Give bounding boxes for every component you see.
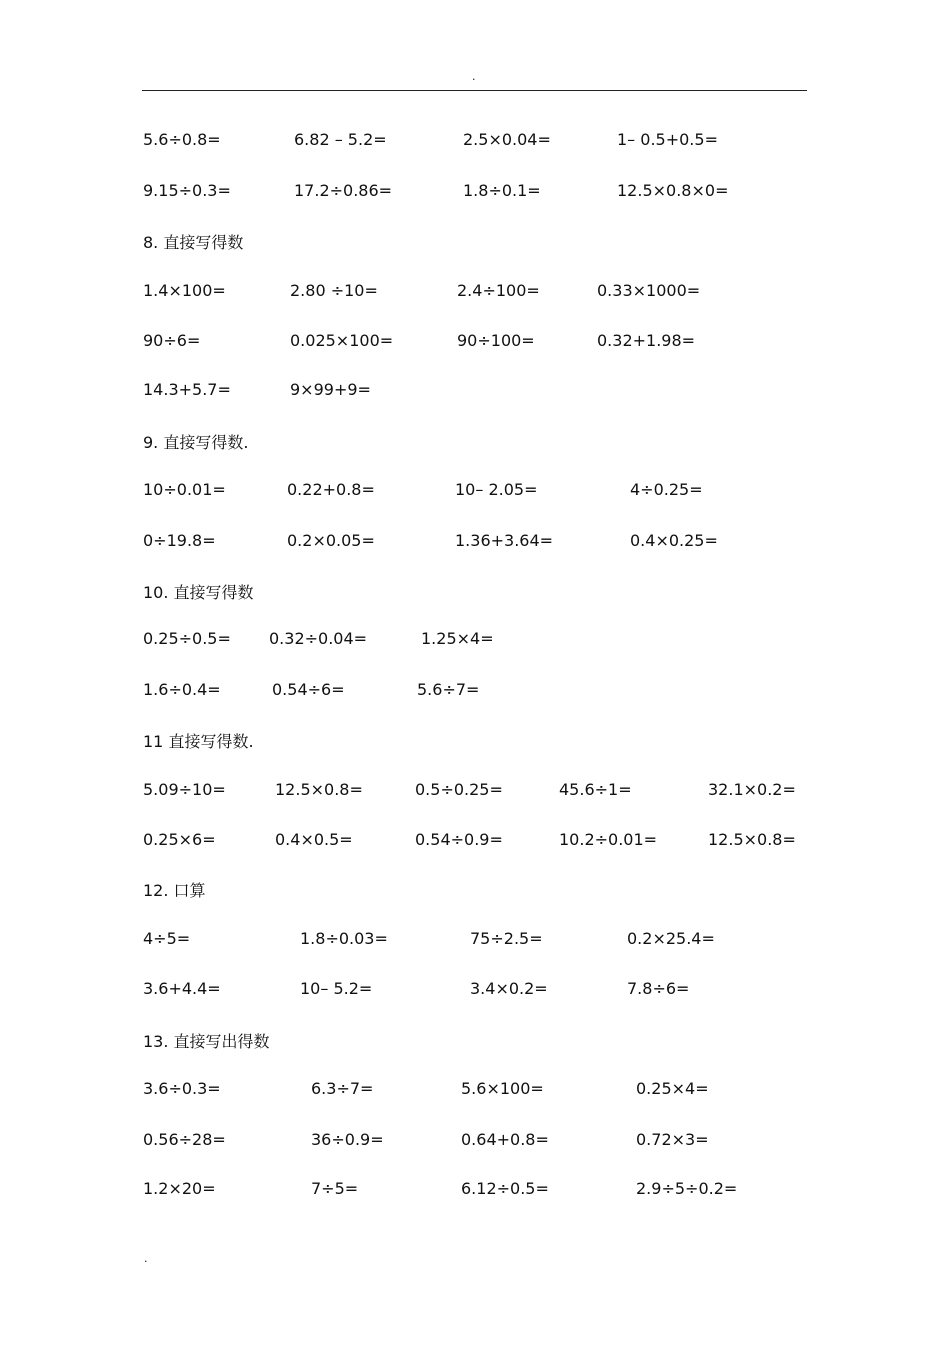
arithmetic-problem: 0.22+0.8= [287, 480, 375, 499]
problem-row [0, 979, 950, 1005]
arithmetic-problem: 90÷100= [457, 331, 535, 350]
arithmetic-problem: 10.2÷0.01= [559, 830, 658, 849]
arithmetic-problem: 5.6÷0.8= [143, 130, 221, 149]
arithmetic-problem: 36÷0.9= [311, 1130, 384, 1149]
problem-row [0, 629, 950, 655]
problem-row [0, 331, 950, 357]
arithmetic-problem: 0.25÷0.5= [143, 629, 231, 648]
arithmetic-problem: 1.25×4= [421, 629, 494, 648]
arithmetic-problem: 1– 0.5+0.5= [617, 130, 718, 149]
section-heading: 13. 直接写出得数 [143, 1032, 270, 1051]
problem-row [0, 680, 950, 706]
problem-row [0, 830, 950, 856]
section-heading: 10. 直接写得数 [143, 583, 254, 602]
arithmetic-problem: 0÷19.8= [143, 531, 216, 550]
arithmetic-problem: 1.8÷0.03= [300, 929, 388, 948]
problem-row [0, 1179, 950, 1205]
section-heading: 11 直接写得数. [143, 732, 254, 751]
arithmetic-problem: 0.4×0.5= [275, 830, 353, 849]
arithmetic-problem: 9.15÷0.3= [143, 181, 231, 200]
section-heading: 8. 直接写得数 [143, 233, 244, 252]
arithmetic-problem: 17.2÷0.86= [294, 181, 393, 200]
problem-row [0, 480, 950, 506]
arithmetic-problem: 0.54÷6= [272, 680, 345, 699]
arithmetic-problem: 3.6+4.4= [143, 979, 221, 998]
arithmetic-problem: 0.025×100= [290, 331, 394, 350]
arithmetic-problem: 7.8÷6= [627, 979, 690, 998]
arithmetic-problem: 5.6×100= [461, 1079, 544, 1098]
arithmetic-problem: 10– 2.05= [455, 480, 538, 499]
arithmetic-problem: 1.8÷0.1= [463, 181, 541, 200]
arithmetic-problem: 0.32÷0.04= [269, 629, 368, 648]
arithmetic-problem: 0.2×0.05= [287, 531, 375, 550]
arithmetic-problem: 2.4÷100= [457, 281, 540, 300]
arithmetic-problem: 5.09÷10= [143, 780, 226, 799]
arithmetic-problem: 0.33×1000= [597, 281, 701, 300]
arithmetic-problem: 1.6÷0.4= [143, 680, 221, 699]
problem-row [0, 780, 950, 806]
arithmetic-problem: 0.5÷0.25= [415, 780, 503, 799]
arithmetic-problem: 75÷2.5= [470, 929, 543, 948]
problem-row [0, 1079, 950, 1105]
problem-row [0, 531, 950, 557]
arithmetic-problem: 0.4×0.25= [630, 531, 718, 550]
arithmetic-problem: 14.3+5.7= [143, 380, 231, 399]
arithmetic-problem: 0.72×3= [636, 1130, 709, 1149]
arithmetic-problem: 9×99+9= [290, 380, 371, 399]
section-heading: 12. 口算 [143, 881, 206, 900]
problem-row [0, 380, 950, 406]
arithmetic-problem: 6.3÷7= [311, 1079, 374, 1098]
arithmetic-problem: 12.5×0.8= [708, 830, 796, 849]
problem-row [0, 130, 950, 156]
arithmetic-problem: 0.2×25.4= [627, 929, 715, 948]
arithmetic-problem: 6.82 – 5.2= [294, 130, 387, 149]
problem-row [0, 929, 950, 955]
arithmetic-problem: 2.80 ÷10= [290, 281, 378, 300]
arithmetic-problem: 1.36+3.64= [455, 531, 554, 550]
arithmetic-problem: 4÷5= [143, 929, 191, 948]
arithmetic-problem: 1.4×100= [143, 281, 226, 300]
arithmetic-problem: 10÷0.01= [143, 480, 226, 499]
arithmetic-problem: 45.6÷1= [559, 780, 632, 799]
arithmetic-problem: 0.54÷0.9= [415, 830, 503, 849]
arithmetic-problem: 12.5×0.8= [275, 780, 363, 799]
arithmetic-problem: 7÷5= [311, 1179, 359, 1198]
arithmetic-problem: 0.25×6= [143, 830, 216, 849]
arithmetic-problem: 5.6÷7= [417, 680, 480, 699]
arithmetic-problem: 12.5×0.8×0= [617, 181, 729, 200]
header-dot: . [472, 70, 476, 83]
arithmetic-problem: 0.32+1.98= [597, 331, 696, 350]
arithmetic-problem: 10– 5.2= [300, 979, 373, 998]
arithmetic-problem: 3.4×0.2= [470, 979, 548, 998]
arithmetic-problem: 1.2×20= [143, 1179, 216, 1198]
arithmetic-problem: 3.6÷0.3= [143, 1079, 221, 1098]
arithmetic-problem: 2.9÷5÷0.2= [636, 1179, 738, 1198]
arithmetic-problem: 0.64+0.8= [461, 1130, 549, 1149]
arithmetic-problem: 32.1×0.2= [708, 780, 796, 799]
arithmetic-problem: 0.25×4= [636, 1079, 709, 1098]
section-heading: 9. 直接写得数. [143, 433, 249, 452]
problem-row [0, 1130, 950, 1156]
arithmetic-problem: 6.12÷0.5= [461, 1179, 549, 1198]
arithmetic-problem: 2.5×0.04= [463, 130, 551, 149]
arithmetic-problem: 0.56÷28= [143, 1130, 226, 1149]
arithmetic-problem: 4÷0.25= [630, 480, 703, 499]
problem-row [0, 181, 950, 207]
footer-dot: . [144, 1252, 148, 1265]
problem-row [0, 281, 950, 307]
arithmetic-problem: 90÷6= [143, 331, 201, 350]
header-rule [142, 90, 807, 91]
